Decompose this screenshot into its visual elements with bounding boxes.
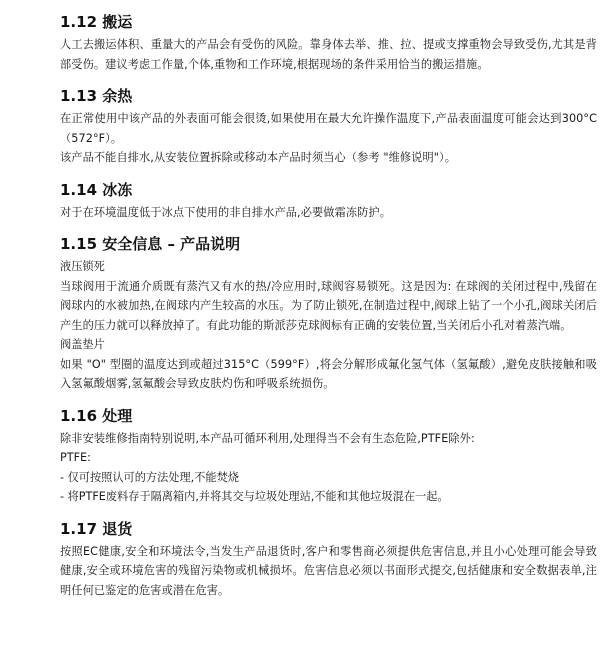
section-returns	[60, 519, 597, 601]
section-residual-heat	[60, 86, 597, 168]
paragraph: 该产品不能自排水,从安装位置拆除或移动本产品时须当心（参考 "维修说明"）。	[60, 151, 456, 164]
section-title: 1.16 处理	[60, 406, 133, 425]
paragraph: 对于在环境温度低于冰点下使用的非自排水产品,必要做霜冻防护。	[60, 205, 391, 219]
subheading: 阀盖垫片	[60, 338, 105, 351]
paragraph: 在正常使用中该产品的外表面可能会很烫,如果使用在最大允许操作温度下,产品表面温度可能会达到300°C（572°F）。	[60, 112, 597, 145]
section-title: 1.12 搬运	[60, 13, 133, 31]
section-safety-info	[60, 234, 597, 394]
subheading: 液压锁死	[60, 260, 105, 273]
list-item: - 将PTFE废料存于隔离箱内,并将其交与垃圾处理站,不能和其他垃圾混在一起。	[60, 490, 449, 503]
paragraph: 按照EC健康,安全和环境法令,当发生产品退货时,客户和零售商必须提供危害信息,并且小心处理可能会导致健康,安全或环境危害的残留污染物或机械损坏。危害信息必须以书面形式提交,包括健康和安全数据表单,注明任何已鉴定的危害或潜在危害。	[60, 544, 597, 597]
section-freezing	[60, 180, 597, 223]
section-title: 1.15 安全信息 – 产品说明	[60, 235, 241, 253]
paragraph: 除非安装维修指南特别说明,本产品可循环利用,处理得当不会有生态危险,PTFE除外:	[60, 431, 475, 445]
subheading: PTFE:	[60, 451, 91, 464]
section-title: 1.17 退货	[60, 519, 133, 538]
paragraph: 当球阀用于流通介质既有蒸汽又有水的热/冷应用时,球阀容易锁死。这是因为: 在球阀的关闭过程中,残留在阀球内的水被加热,在阀球内产生较高的水压。为了防止锁死,在制造过程中,阀球上钻了一个小孔,阀球关闭后产生的压力就可以释放掉了。有此功能的斯派莎克球阀标有正确的安装位置,当关闭后小孔对着蒸汽端。	[60, 279, 597, 332]
section-handling	[60, 12, 597, 74]
section-title: 1.13 余热	[60, 87, 133, 105]
list-item: - 仅可按照认可的方法处理,不能焚烧	[60, 470, 239, 484]
paragraph: 如果 "O" 型圈的温度达到或超过315°C（599°F）,将会分解形成氟化氢气体（氢氟酸）,避免皮肤接触和吸入氢氟酸烟雾,氢氟酸会导致皮肤灼伤和呼吸系统损伤。	[60, 357, 597, 390]
section-disposal	[60, 406, 597, 507]
section-title: 1.14 冰冻	[60, 180, 133, 199]
paragraph: 人工去搬运体积、重量大的产品会有受伤的风险。靠身体去举、推、拉、提或支撑重物会导致受伤,尤其是背部受伤。建议考虑工作量,个体,重物和工作环境,根据现场的条件采用恰当的搬运措施。	[60, 38, 597, 71]
